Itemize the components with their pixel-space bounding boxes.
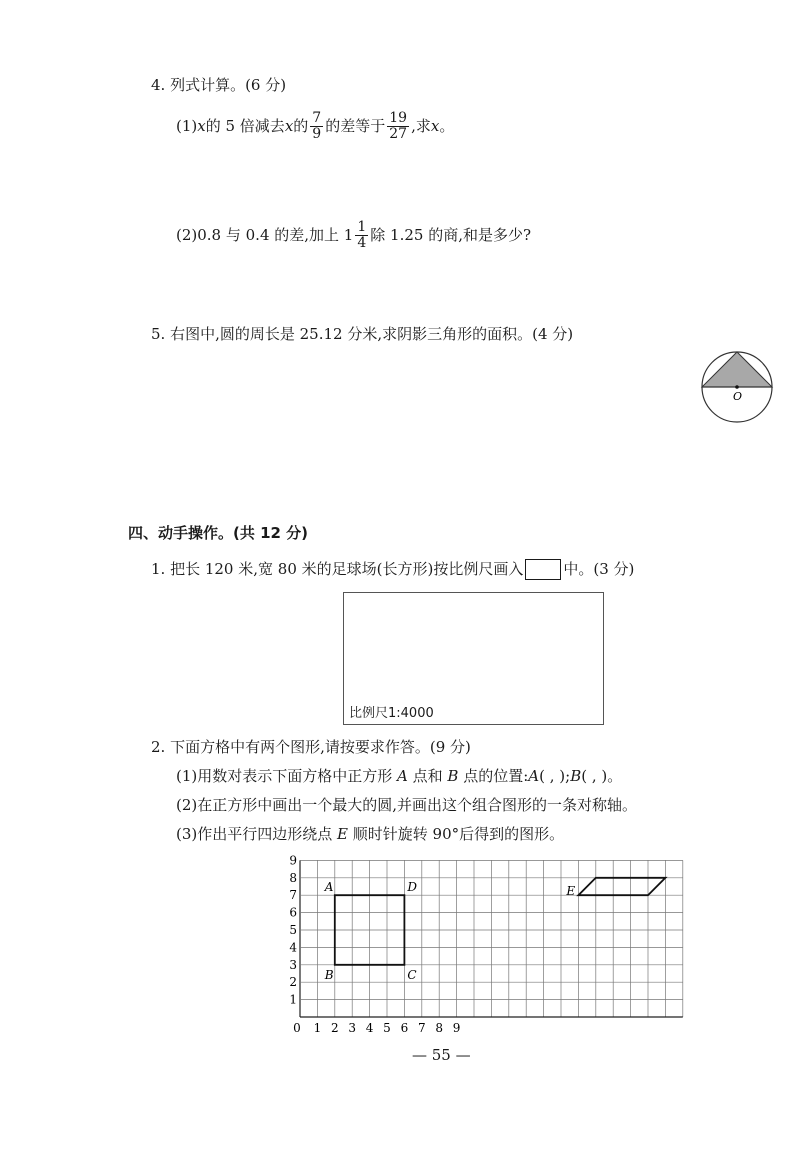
point-a-label: A xyxy=(397,767,408,785)
q4-part1-text2: 的 xyxy=(293,116,309,135)
center-label: O xyxy=(733,390,743,403)
point-b-label: B xyxy=(447,767,459,785)
fraction-denominator: 27 xyxy=(389,125,408,142)
var-x: x xyxy=(197,116,206,135)
y-tick-label: 4 xyxy=(289,940,297,955)
s4-q2-sub1 xyxy=(176,769,622,784)
page-number: — 55 — xyxy=(412,1046,471,1064)
point-label-a: A xyxy=(324,880,334,895)
q4-part1 xyxy=(176,106,454,146)
q4-part2-text1: (2)0.8 与 0.4 的差,加上 1 xyxy=(176,225,354,244)
fraction-numerator: 7 xyxy=(312,109,322,126)
fraction-19-27 xyxy=(387,111,409,141)
q4-part2 xyxy=(176,215,531,255)
x-tick-label: 8 xyxy=(435,1021,444,1035)
y-tick-label: 5 xyxy=(289,923,297,937)
section-4-title: 四、动手操作。(共 12 分) xyxy=(128,524,309,542)
q4-part1-text1: 的 5 倍减去 xyxy=(205,116,285,135)
fraction-7-9 xyxy=(310,111,323,141)
y-tick-label: 6 xyxy=(289,905,297,920)
shaded-triangle xyxy=(702,352,772,387)
scale-label: 比例尺1:4000 xyxy=(349,706,434,721)
inline-box-icon xyxy=(525,559,561,580)
x-tick-label: 4 xyxy=(365,1021,374,1035)
s4-q2-title: 2. 下面方格中有两个图形,请按要求作答。(9 分) xyxy=(151,738,471,756)
point-label-c: C xyxy=(407,967,417,982)
s4-q1 xyxy=(151,558,634,580)
grid-lines xyxy=(300,860,683,1017)
x-tick-label: 1 xyxy=(313,1021,322,1035)
fraction-denominator: 9 xyxy=(312,125,322,142)
s4-q2-sub1-text-a: (1)用数对表示下面方格中正方形 xyxy=(176,767,398,785)
coordinate-grid[interactable] xyxy=(283,853,693,1038)
point-e-label: E xyxy=(337,825,348,843)
point-label-b: B xyxy=(324,967,334,982)
y-tick-label: 3 xyxy=(289,957,297,972)
fraction-denominator: 4 xyxy=(357,234,367,251)
fraction-1-4 xyxy=(355,220,368,250)
q4-part1-text4: ,求 xyxy=(411,116,431,135)
x-tick-label: 3 xyxy=(348,1021,357,1035)
q4-part1-lead: (1) xyxy=(176,116,198,135)
fraction-numerator: 19 xyxy=(389,109,408,126)
point-label-d: D xyxy=(407,880,418,895)
q5-title: 5. 右图中,圆的周长是 25.12 分米,求阴影三角形的面积。(4 分) xyxy=(151,325,574,343)
y-tick-label: 1 xyxy=(289,992,297,1007)
grid-shapes xyxy=(335,878,666,965)
q4-part1-text5: 。 xyxy=(439,116,455,135)
point-label-e: E xyxy=(566,884,576,899)
x-tick-label: 6 xyxy=(400,1021,409,1035)
point-a-label: A xyxy=(528,767,540,785)
center-point xyxy=(735,385,739,389)
s4-q1-text2: 中。(3 分) xyxy=(563,559,635,578)
q4-part2-text2: 除 1.25 的商,和是多少? xyxy=(370,225,532,244)
x-tick-label: 7 xyxy=(417,1021,426,1035)
q4-part1-text3: 的差等于 xyxy=(325,116,386,135)
x-tick-label: 0 xyxy=(293,1021,301,1035)
x-axis-labels xyxy=(293,1021,460,1035)
x-tick-label: 5 xyxy=(383,1021,391,1035)
s4-q2-sub1-text-c: 点的位置: xyxy=(458,767,529,785)
y-axis-labels xyxy=(289,853,297,1006)
drawing-box[interactable] xyxy=(343,592,604,725)
s4-q2-sub3 xyxy=(176,827,564,842)
point-b-label: B xyxy=(570,767,582,785)
circle-triangle-figure xyxy=(699,350,779,430)
q4-title: 4. 列式计算。(6 分) xyxy=(151,76,287,94)
s4-q1-text1: 1. 把长 120 米,宽 80 米的足球场(长方形)按比例尺画入 xyxy=(151,559,524,578)
y-tick-label: 7 xyxy=(289,888,297,903)
parallelogram xyxy=(578,878,665,895)
s4-q2-sub3-text-b: 顺时针旋转 90°后得到的图形。 xyxy=(347,825,565,843)
s4-q2-sub1-text-b: 点和 xyxy=(407,767,448,785)
fraction-numerator: 1 xyxy=(357,218,367,235)
answer-blank-b[interactable]: ( , )。 xyxy=(581,767,623,785)
var-x: x xyxy=(284,116,294,135)
x-tick-label: 9 xyxy=(452,1021,461,1035)
s4-q2-sub3-text-a: (3)作出平行四边形绕点 xyxy=(176,825,338,843)
s4-q2-sub2: (2)在正方形中画出一个最大的圆,并画出这个组合图形的一条对称轴。 xyxy=(176,796,638,814)
y-tick-label: 2 xyxy=(289,975,297,990)
y-tick-label: 8 xyxy=(289,870,297,885)
y-tick-label: 9 xyxy=(289,853,297,868)
x-tick-label: 2 xyxy=(330,1021,339,1035)
answer-blank-a[interactable]: ( , ); xyxy=(539,767,571,785)
var-x: x xyxy=(430,116,440,135)
